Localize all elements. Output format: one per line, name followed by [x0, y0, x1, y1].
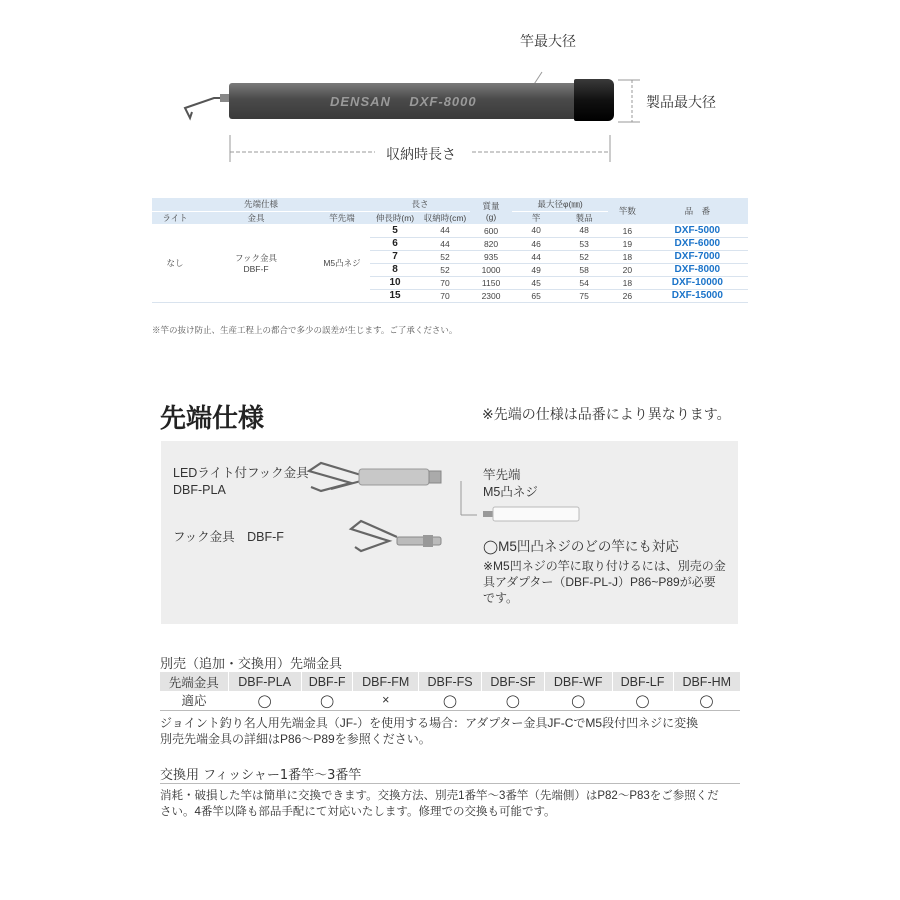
acc-compat-mark: ×: [353, 691, 419, 710]
stored-length: 44: [420, 237, 470, 250]
stored-length: 52: [420, 250, 470, 263]
acc-col-header: DBF-F: [301, 672, 353, 691]
mass-value: 1150: [470, 276, 512, 289]
replacement-text-line-2: さい。4番竿以降も部品手配にて対応いたします。修理での交換も可能です。: [160, 806, 556, 818]
extended-length: 8: [370, 263, 420, 276]
acc-compat-mark: ◯: [481, 691, 544, 710]
acc-col-header: DBF-FS: [419, 672, 482, 691]
extended-length: 10: [370, 276, 420, 289]
compat-note-line-3: です。: [483, 591, 519, 605]
led-hook-nut: [429, 471, 441, 483]
rod-tip-value: M5凸ネジ: [314, 224, 370, 302]
led-hook-body: [359, 469, 429, 485]
tip-panel: [161, 441, 738, 624]
acc-col-header: DBF-PLA: [228, 672, 301, 691]
spec-note: ※竿の抜け防止、生産工程上の都合で多少の誤差が生じます。ご了承ください。: [152, 325, 458, 335]
part-number: DXF-15000: [647, 289, 748, 302]
acc-compat-mark: ◯: [228, 691, 301, 710]
rod-tip-thread: [483, 511, 493, 517]
rod-diameter: 65: [512, 289, 560, 302]
spec-row: [152, 224, 748, 237]
th-max-diameter: 最大径φ(㎜): [512, 198, 608, 211]
rod-diameter: 44: [512, 250, 560, 263]
rod-diameter: 45: [512, 276, 560, 289]
mass-value: 2300: [470, 289, 512, 302]
rod-diameter: 49: [512, 263, 560, 276]
mass-value: 1000: [470, 263, 512, 276]
fitting-value: [198, 224, 314, 302]
accessory-text-line-1: ジョイント釣り名人用先端金具（JF-）を使用する場合：アダプター金具JF-CでM5段付凹ネジに変換: [160, 716, 699, 730]
section-count: 19: [608, 237, 647, 250]
th-tip-spec: 先端仕様: [152, 198, 370, 211]
stored-length: 44: [420, 224, 470, 237]
rod-brand-label: [330, 94, 477, 109]
section-count: 26: [608, 289, 647, 302]
th-light: ライト: [152, 211, 198, 224]
led-hook-code: DBF-PLA: [173, 483, 226, 497]
hook-wire: [351, 521, 397, 551]
accessory-text-line-2: 別売先端金具の詳細はP86～P89を参照ください。: [160, 732, 431, 746]
fitting-value-name: フック金具: [235, 252, 277, 263]
acc-compat-mark: ◯: [673, 691, 740, 710]
replacement-divider: [160, 783, 740, 784]
compat-text: ◯M5凹凸ネジのどの竿にも対応: [483, 539, 679, 554]
compat-note-line-1: ※M5凹ネジの竿に取り付けるには、別売の金: [483, 559, 726, 573]
extended-length: 7: [370, 250, 420, 263]
rod-model: DXF-8000: [409, 94, 477, 109]
mass-value: 935: [470, 250, 512, 263]
rod-diameter: 40: [512, 224, 560, 237]
stored-length-label: 収納時長さ: [386, 146, 456, 162]
hook-nut: [423, 535, 433, 547]
part-number: DXF-5000: [647, 224, 748, 237]
part-number: DXF-7000: [647, 250, 748, 263]
th-mass-label: 質量: [482, 200, 500, 211]
led-hook-wire: [309, 463, 361, 491]
acc-compat-mark: ◯: [301, 691, 353, 710]
stored-length: 70: [420, 289, 470, 302]
replacement-text-line-1: 消耗・破損した竿は簡単に交換できます。交換方法、別売1番竿～3番竿（先端側）はP82～P83をご参照くだ: [160, 790, 719, 802]
extended-length: 5: [370, 224, 420, 237]
spec-table-body: [152, 224, 748, 302]
acc-col-header: DBF-SF: [481, 672, 544, 691]
extended-length: 6: [370, 237, 420, 250]
part-number: DXF-10000: [647, 276, 748, 289]
th-mass-unit: (g): [485, 211, 497, 222]
th-mass: [470, 198, 512, 224]
product-max-diameter-label: 製品最大径: [646, 94, 716, 110]
spec-table: [152, 198, 748, 303]
th-fitting: 金具: [198, 211, 314, 224]
th-part-no: 品 番: [647, 198, 748, 224]
rod-tip-thread: M5凸ネジ: [483, 485, 538, 499]
light-value: なし: [152, 224, 198, 302]
hook-shaft: [397, 537, 441, 545]
section-count: 20: [608, 263, 647, 276]
accessory-title: 別売（追加・交換用）先端金具: [160, 657, 343, 672]
tip-drawings: [161, 441, 738, 624]
rod-brand: DENSAN: [330, 94, 391, 109]
stored-length: 70: [420, 276, 470, 289]
acc-compat-mark: ◯: [419, 691, 482, 710]
th-extended: 伸長時(m): [370, 211, 420, 224]
section-count: 16: [608, 224, 647, 237]
hook-label: フック金具 DBF-F: [173, 530, 284, 544]
rod-diameter: 46: [512, 237, 560, 250]
product-diameter: 48: [560, 224, 608, 237]
th-product: 製品: [560, 211, 608, 224]
stored-length: 52: [420, 263, 470, 276]
acc-col-header: DBF-WF: [544, 672, 612, 691]
replacement-text: [160, 788, 719, 820]
tip-section-note: ※先端の仕様は品番により異なります。: [482, 407, 731, 423]
rod-end-cap: [574, 79, 614, 121]
replacement-title: 交換用 フィッシャー1番竿～3番竿: [160, 768, 362, 783]
mass-value: 600: [470, 224, 512, 237]
acc-compat-mark: ◯: [544, 691, 612, 710]
accessory-table: [160, 672, 740, 711]
part-number: DXF-8000: [647, 263, 748, 276]
section-count: 18: [608, 276, 647, 289]
mass-value: 820: [470, 237, 512, 250]
th-sections: 竿数: [608, 198, 647, 224]
tip-section-title: 先端仕様: [160, 404, 265, 434]
acc-col-header: DBF-FM: [353, 672, 419, 691]
rod-max-diameter-label: 竿最大径: [520, 33, 576, 49]
product-diameter: 75: [560, 289, 608, 302]
fitting-value-code: DBF-F: [243, 263, 269, 274]
th-rod-tip: 竿先端: [314, 211, 370, 224]
th-length: 長さ: [370, 198, 470, 211]
product-diameter: 53: [560, 237, 608, 250]
acc-header-label: 先端金具: [160, 672, 228, 691]
accessory-text: [160, 715, 698, 747]
led-hook-name: LEDライト付フック金具: [173, 466, 309, 480]
part-number: DXF-6000: [647, 237, 748, 250]
rod-tip-pipe: [493, 507, 579, 521]
th-stored: 収納時(cm): [420, 211, 470, 224]
th-rod: 竿: [512, 211, 560, 224]
rod-tip-name: 竿先端: [483, 468, 521, 482]
acc-col-header: DBF-LF: [612, 672, 673, 691]
extended-length: 15: [370, 289, 420, 302]
compat-note-line-2: 具アダプター（DBF-PL-J）P86~P89が必要: [483, 575, 716, 589]
product-diameter: 58: [560, 263, 608, 276]
acc-compat-mark: ◯: [612, 691, 673, 710]
product-diameter: 52: [560, 250, 608, 263]
acc-col-header: DBF-HM: [673, 672, 740, 691]
acc-row-label: 適応: [160, 691, 228, 710]
product-diameter: 54: [560, 276, 608, 289]
section-count: 18: [608, 250, 647, 263]
